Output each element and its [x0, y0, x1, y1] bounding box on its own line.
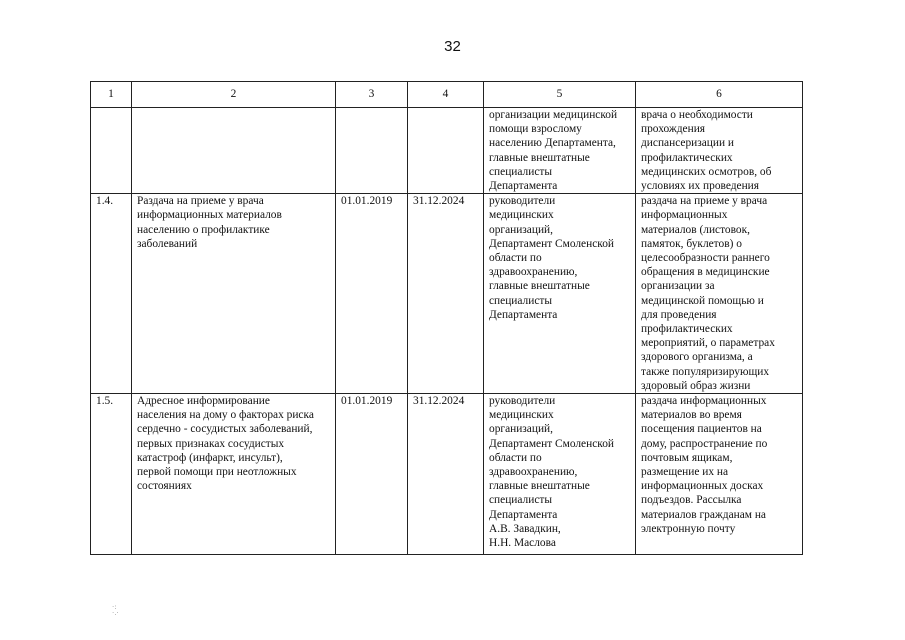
table-row	[91, 394, 803, 555]
responsible-cell: руководители медицинских организаций, Департамент Смоленской области по здравоохранению, главные внештатные специалисты Департамента	[484, 194, 636, 394]
responsible-cell: руководители медицинских организаций, Департамент Смоленской области по здравоохранению, главные внештатные специалисты Департамента А.В. Завадкин, Н.Н. Маслова	[484, 394, 636, 555]
column-header: 3	[336, 82, 408, 108]
plan-table	[90, 81, 803, 555]
table-header-row	[91, 82, 803, 108]
start-date-cell: 01.01.2019	[336, 394, 408, 555]
result-cell: раздача на приеме у врача информационных материалов (листовок, памяток, буклетов) о целесообразности раннего обращения в медицинские организации за медицинской помощью и для проведения профилактических мероприятий, о параметрах здорового организма, а также популяризирующих здоровый образ жизни	[636, 194, 803, 394]
end-date-cell: 31.12.2024	[408, 194, 484, 394]
start-date-cell	[336, 108, 408, 194]
responsible-cell: организации медицинской помощи взрослому населению Департамента, главные внештатные специалисты Департамента	[484, 108, 636, 194]
column-header: 2	[132, 82, 336, 108]
table-row	[91, 194, 803, 394]
page-number: 32	[444, 38, 461, 55]
activity-cell: Адресное информирование населения на дому о факторах риска сердечно - сосудистых заболеваний, первых признаках сосудистых катастроф (инфаркт, инсульт), первой помощи при неотложных состояниях	[132, 394, 336, 555]
table-row	[91, 108, 803, 194]
result-cell: раздача информационных материалов во время посещения пациентов на дому, распространение по почтовым ящикам, размещение их на информационных досках подъездов. Рассылка материалов гражданам на электронную почту	[636, 394, 803, 555]
activity-cell	[132, 108, 336, 194]
row-number-cell	[91, 108, 132, 194]
column-header: 6	[636, 82, 803, 108]
row-number-cell: 1.4.	[91, 194, 132, 394]
scan-artifact: ·: ·.·	[112, 603, 119, 617]
result-cell: врача о необходимости прохождения диспансеризации и профилактических медицинских осмотров, об условиях их проведения	[636, 108, 803, 194]
end-date-cell	[408, 108, 484, 194]
column-header: 1	[91, 82, 132, 108]
column-header: 4	[408, 82, 484, 108]
end-date-cell: 31.12.2024	[408, 394, 484, 555]
activity-cell: Раздача на приеме у врача информационных материалов населению о профилактике заболеваний	[132, 194, 336, 394]
column-header: 5	[484, 82, 636, 108]
start-date-cell: 01.01.2019	[336, 194, 408, 394]
row-number-cell: 1.5.	[91, 394, 132, 555]
